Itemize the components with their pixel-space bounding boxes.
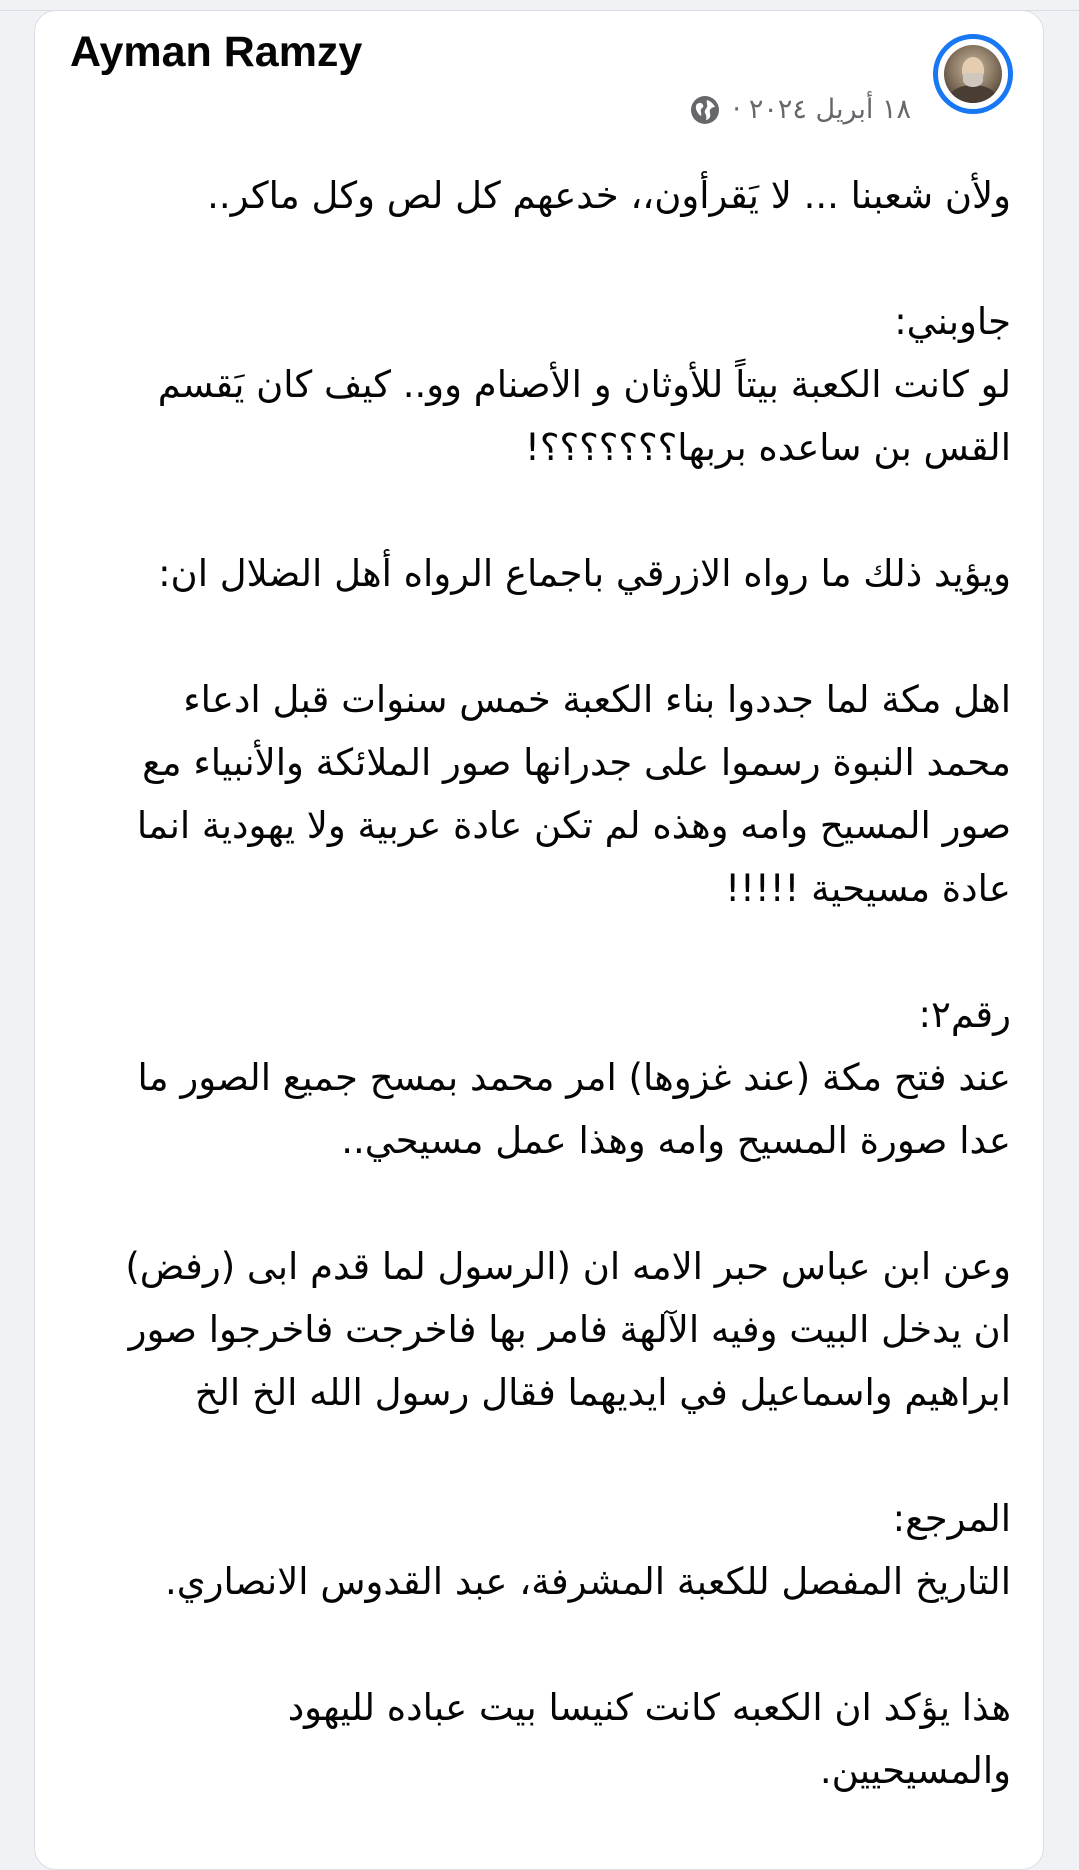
globe-icon[interactable] [690,95,720,125]
post-line: القس بن ساعده بربها؟؟؟؟؟؟؟! [525,426,1011,469]
post-line: هذا يؤكد ان الكعبه كانت كنيسا بيت عباده لليهود [287,1686,1011,1729]
author-name[interactable]: Ayman Ramzy [70,28,363,76]
post-line: صور المسيح وامه وهذه لم تكن عادة عربية ولا يهودية انما [136,804,1011,847]
post-line: والمسيحيين. [819,1749,1011,1792]
post-line: ويؤيد ذلك ما رواه الازرقي باجماع الرواه أهل الضلال ان: [158,552,1011,595]
author-avatar[interactable] [933,34,1013,114]
post-line: وعن ابن عباس حبر الامه ان (الرسول لما قدم ابى (رفض) [125,1245,1011,1288]
post-line: ولأن شعبنا ... لا يَقرأون،، خدعهم كل لص وكل ماكر.. [207,174,1011,217]
post-line: التاريخ المفصل للكعبة المشرفة، عبد القدوس الانصاري. [164,1560,1011,1603]
post-line: رقم٢: [918,993,1011,1036]
post-line: جاوبني: [894,300,1011,343]
post-date[interactable]: ١٨ أبريل ٢٠٢٤ [748,94,911,125]
avatar-photo [944,45,1002,103]
post-paragraph [51,668,1011,920]
post-line: عند فتح مكة (عند غزوها) امر محمد بمسح جميع الصور ما [137,1056,1011,1099]
post-paragraph [51,1235,1011,1424]
post-text [51,164,1011,1865]
meta-separator: · [732,94,741,125]
post-paragraph [51,983,1011,1172]
post-paragraph [51,164,1011,227]
post-paragraph [51,290,1011,479]
post-meta [690,94,911,125]
post-line: لو كانت الكعبة بيتاً للأوثان و الأصنام وو.. كيف كان يَقسم [157,363,1011,406]
post-line: اهل مكة لما جددوا بناء الكعبة خمس سنوات قبل ادعاء [183,678,1011,721]
post-paragraph [51,542,1011,605]
post-line: ان يدخل البيت وفيه الآلهة فامر بها فاخرجت فاخرجوا صور [128,1308,1011,1351]
post-paragraph [51,1676,1011,1802]
post-line: عادة مسيحية !!!!! [725,867,1011,910]
post-line: المرجع: [892,1497,1011,1540]
post-paragraph [51,1487,1011,1613]
post-line: محمد النبوة رسموا على جدرانها صور الملائكة والأنبياء مع [142,741,1011,784]
post-line: عدا صورة المسيح وامه وهذا عمل مسيحي.. [341,1119,1011,1162]
post-line: ابراهيم واسماعيل في ايديهما فقال رسول الله الخ الخ [194,1371,1011,1414]
